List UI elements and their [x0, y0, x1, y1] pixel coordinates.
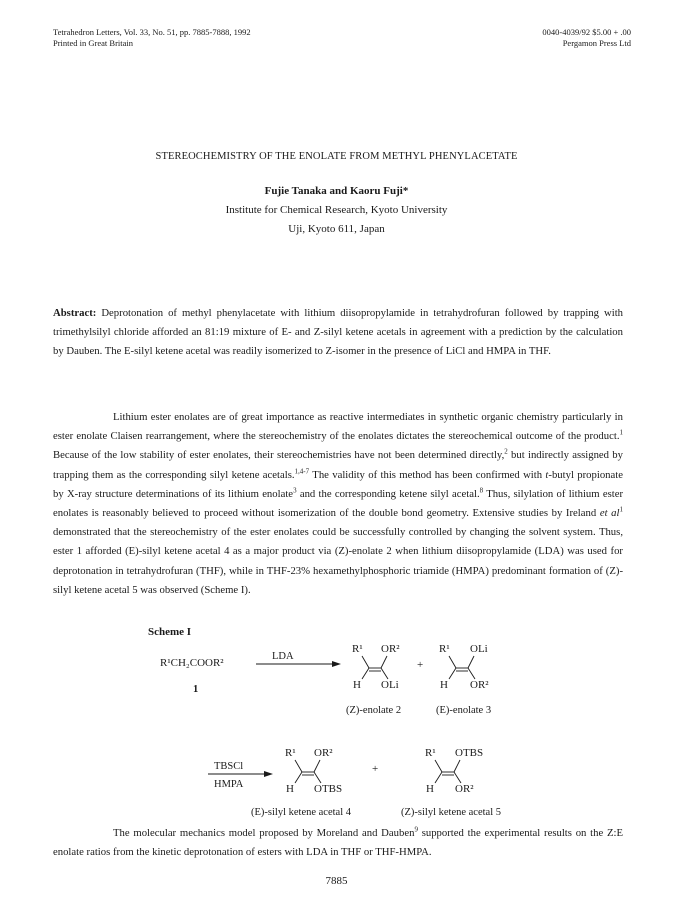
reagent-hmpa: HMPA [214, 779, 244, 790]
paper-title: STEREOCHEMISTRY OF THE ENOLATE FROM METHYL PHENYLACETATE [155, 151, 518, 162]
h-label: H [353, 679, 361, 691]
arrowhead [332, 661, 341, 667]
r1-label: R¹ [352, 643, 363, 655]
authors: Fujie Tanaka and Kaoru Fuji* [264, 185, 409, 197]
publisher: Pergamon Press Ltd [562, 38, 631, 48]
h-label: H [286, 783, 294, 795]
or2-label: OR² [314, 747, 333, 759]
r1-label: R¹ [285, 747, 296, 759]
scheme-title: Scheme I [148, 626, 192, 638]
body-text: The validity of this method has been confirmed with [309, 468, 546, 481]
plus-sign: + [417, 659, 424, 671]
body-italic: t [545, 468, 549, 481]
z-silyl-acetal-structure [425, 747, 483, 795]
body-text: Thus, silylation of lithium ester enolates is reasonably believed to proceed without isomerization of the double bond geometry. Extensive studies by Ireland [53, 487, 623, 520]
body-text: but indirectly assigned by trapping them as the corresponding silyl ketene acetals. [53, 449, 623, 481]
e-silyl-acetal-structure [285, 747, 342, 795]
reactant-number: 1 [193, 684, 199, 695]
reference-superscript: 1 [619, 428, 623, 437]
r1-label: R¹ [439, 643, 450, 655]
price-code: 0040-4039/92 $5.00 + .00 [542, 27, 631, 37]
reference-superscript: 1,4-7 [294, 467, 310, 476]
r1-label: R¹ [425, 747, 436, 759]
arrowhead [264, 771, 273, 777]
body-text: Lithium ester enolates are of great importance as reactive intermediates in synthetic organic chemistry particularly in ester enolate Claisen rearrangement, where the stereochemistry of the enolates dictates the stereochemical outcome of the product. [53, 411, 623, 443]
caption-e-silyl: (E)-silyl ketene acetal 4 [251, 807, 351, 818]
reactant-formula: R¹CH₂COOR² [160, 657, 224, 669]
reagent-lda: LDA [272, 651, 294, 662]
journal-citation: Tetrahedron Letters, Vol. 33, No. 51, pp. 7885-7888, 1992 [53, 27, 251, 37]
body-text: demonstrated that the stereochemistry of the ester enolates could be successfully controlled by changing the solvent system. Thus, ester 1 afforded (E)-silyl ketene acetal 4 as a major product via (Z)-enolate 2 when lithium diisopropylamide (LDA) was used for deprotonation in tetrahydrofuran (THF), while in THF-23% hexamethylphosphoric triamide (HMPA) predominant formation of (Z)-silyl ketene acetal 5 was observed (Scheme I). [53, 526, 623, 596]
e-enolate-structure [439, 643, 489, 691]
caption-z-enolate: (Z)-enolate 2 [346, 705, 402, 716]
oli-label: OLi [470, 643, 488, 655]
caption-e-enolate: (E)-enolate 3 [436, 705, 492, 716]
h-label: H [426, 783, 434, 795]
otbs-label: OTBS [314, 783, 343, 795]
reference-superscript: 2 [504, 447, 508, 456]
caption-z-silyl: (Z)-silyl ketene acetal 5 [401, 807, 501, 818]
or2-label: OR² [381, 643, 400, 655]
or2-label: OR² [470, 679, 489, 691]
z-enolate-structure [352, 643, 400, 691]
body-text: -butyl propionate by X-ray structure determinations of its lithium enolate [53, 468, 623, 500]
reagent-tbscl: TBSCl [214, 761, 244, 772]
otbs-label: OTBS [455, 747, 484, 759]
body-paragraph-2 [53, 824, 623, 862]
body-text: supported the experimental results on the Z:E enolate ratios from the kinetic deprotonation of esters with LDA in THF or THF-HMPA. [53, 827, 624, 859]
page-number: 7885 [325, 875, 348, 887]
reference-superscript: 9 [414, 825, 418, 834]
body-text: and the corresponding ketene silyl acetal. [296, 487, 480, 500]
body-italic: et al [599, 507, 620, 520]
printed-in: Printed in Great Britain [53, 38, 134, 48]
plus-sign: + [372, 763, 379, 775]
or2-label: OR² [455, 783, 474, 795]
affiliation-institute: Institute for Chemical Research, Kyoto University [225, 204, 448, 216]
oli-label: OLi [381, 679, 399, 691]
abstract-text: Deprotonation of methyl phenylacetate with lithium diisopropylamide in tetrahydrofuran followed by trapping with trimethylsilyl chloride afforded an 81:19 mixture of E- and Z-silyl ketene acetals in agreement with a prediction by the calculation by Dauben. The E-silyl ketene acetal was readily isomerized to Z-isomer in the presence of LiCl and HMPA in THF. [53, 307, 624, 358]
affiliation-address: Uji, Kyoto 611, Japan [288, 223, 385, 235]
body-text: The molecular mechanics model proposed by Moreland and Dauben [113, 827, 415, 839]
reference-superscript: 8 [479, 486, 484, 495]
reference-superscript: 1 [619, 505, 623, 514]
reference-superscript: 3 [293, 486, 297, 495]
abstract-label: Abstract: [53, 307, 97, 319]
body-text: Because of the low stability of ester enolates, their stereochemistries have not been determined directly, [53, 449, 505, 462]
h-label: H [440, 679, 448, 691]
